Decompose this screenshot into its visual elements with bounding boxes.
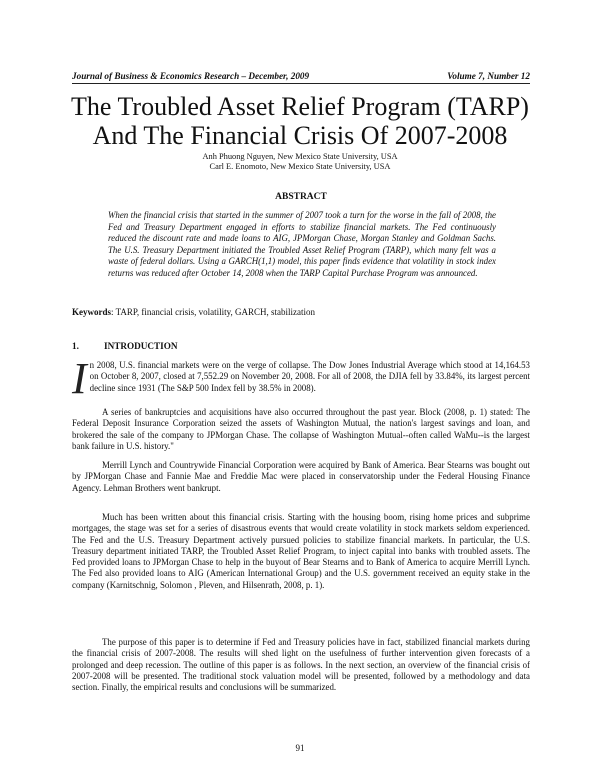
drop-cap: I (72, 354, 87, 403)
paragraph-1 (72, 354, 530, 403)
paragraph-4: Much has been written about this financial crisis. Starting with the housing boom, rising home prices and subprime mortgages, the stage was set for a series of disastrous events that would create volatility in stock markets seldom experienced. The Fed and the U.S. Treasury Department actively pursued policies to stabilize financial markets. In particular, the U.S. Treasury department initiated TARP, the Troubled Asset Relief Program, to inject capital into banks with troubled assets. The Fed provided loans to JPMorgan Chase to help in the buyout of Bear Stearns and to Bank of America to acquire Merrill Lynch. The Fed also provided loans to AIG (American International Group) and the U.S. government received an equity stake in the company (Karnitschnig, Solomon , Pleven, and Hilsenrath, 2008, p. 1). (72, 512, 530, 590)
volume-number: Volume 7, Number 12 (447, 71, 530, 81)
title-line-2: And The Financial Crisis Of 2007-2008 (92, 121, 508, 150)
keywords-label: Keywords (72, 307, 111, 317)
section-number: 1. (72, 341, 79, 351)
keywords-text: : TARP, financial crisis, volatility, GARCH, stabilization (111, 307, 316, 317)
section-title: INTRODUCTION (104, 341, 178, 351)
abstract-text: When the financial crisis that started in the summer of 2007 took a turn for the worse in the fall of 2008, the Fed and Treasury Department engaged in efforts to stabilize financial markets. The Fed continuously reduced the discount rate and made loans to AIG, JPMorgan Chase, Morgan Stanley and Goldman Sachs. The U.S. Treasury Department initiated the Troubled Asset Relief Program (TARP), which many felt was a waste of federal dollars. Using a GARCH(1,1) model, this paper finds evidence that volatility in stock index returns was reduced after October 14, 2008 when the TARP Capital Purchase Program was announced. (108, 210, 496, 278)
author-2: Carl E. Enomoto, New Mexico State University, USA (209, 162, 391, 171)
author-1: Anh Phuong Nguyen, New Mexico State University, USA (202, 152, 398, 161)
journal-name: Journal of Business & Economics Research – December, 2009 (72, 71, 310, 81)
paragraph-3: Merrill Lynch and Countrywide Financial Corporation were acquired by Bank of America. Bear Stearns was bought out by JPMorgan Chase and Fannie Mae and Freddie Mac were placed in conservatorship under the Federal Housing Finance Agency. Lehman Brothers went bankrupt. (72, 460, 530, 493)
section-heading (72, 341, 530, 351)
header-rule (72, 83, 530, 84)
abstract-heading: ABSTRACT (275, 192, 327, 202)
paragraph-1-text: n 2008, U.S. financial markets were on the verge of collapse. The Dow Jones Industrial Average which stood at 14,164.53 on October 8, 2007, closed at 7,552.29 on November 20, 2008. For all of 2008, the DJIA fell by 33.84%, its largest percent decline since 1931 (The S&P 500 Index fell by 38.5% in 2008). (89, 360, 530, 393)
running-header (72, 71, 530, 81)
page-number: 91 (295, 743, 305, 753)
title-line-1: The Troubled Asset Relief Program (TARP) (71, 92, 529, 121)
paper-title (50, 92, 550, 150)
keywords (72, 307, 530, 317)
author-list (100, 152, 500, 172)
paragraph-5: The purpose of this paper is to determine if Fed and Treasury policies have in fact, stabilized financial markets during the financial crisis of 2007-2008. The results will shed light on the usefulness of further intervention given forecasts of a prolonged and deep recession. The outline of this paper is as follows. In the next section, an overview of the financial crisis of 2007-2008 will be presented. The traditional stock valuation model will be presented, followed by a methodology and data section. Finally, the empirical results and conclusions will be summarized. (72, 637, 530, 693)
paragraph-2: A series of bankruptcies and acquisitions have also occurred throughout the past year. Block (2008, p. 1) stated: The Federal Deposit Insurance Corporation seized the assets of Washington Mutual, the nation's largest savings and loan, and brokered the sale of the company to JPMorgan Chase. The collapse of Washington Mutual--often called WaMu--is the largest bank failure in U.S. history." (72, 407, 530, 451)
